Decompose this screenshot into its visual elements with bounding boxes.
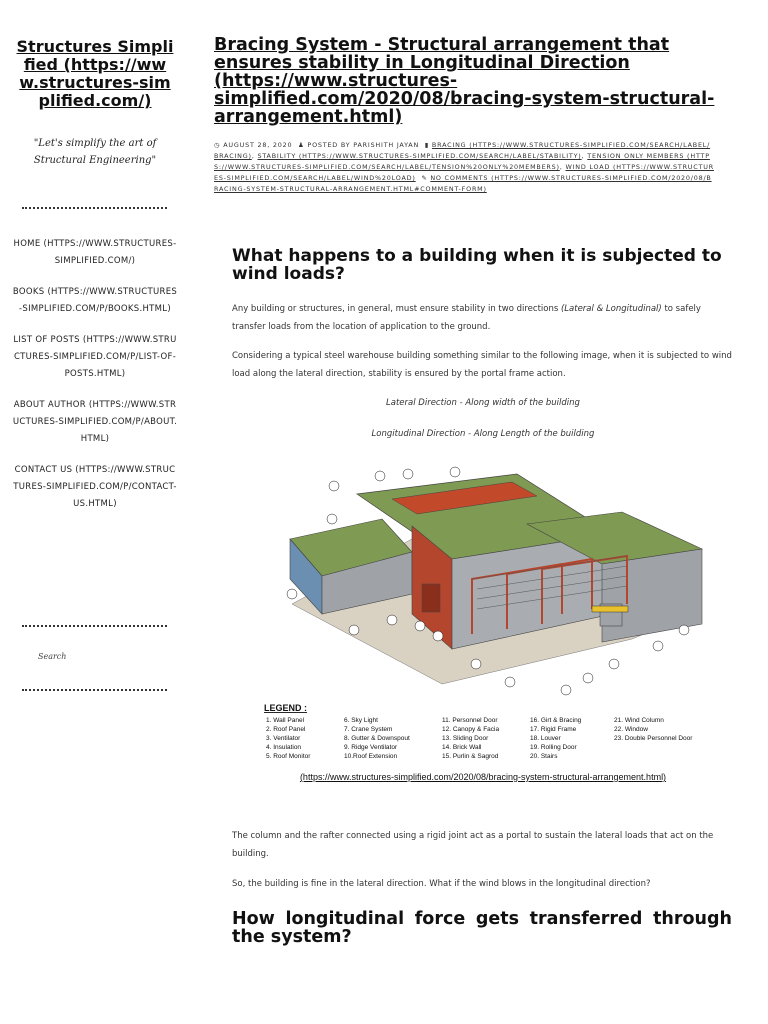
divider [22,625,167,627]
paragraph-emphasis: (Lateral & Longitudinal) [560,304,662,314]
legend-item: 21. Wind Column [614,717,664,724]
section-heading: What happens to a building when it is subjected to wind loads? [232,246,722,284]
sidebar-nav [12,236,178,527]
legend-item: 6. Sky Light [344,717,378,724]
legend-item: 19. Rolling Door [530,744,577,751]
label-stability-link[interactable]: STABILITY (HTTPS://WWW.STRUCTURES-SIMPLIFIED.COM/SEARCH/LABEL/STABILITY) [257,152,582,160]
legend-item: 1. Wall Panel [266,717,305,724]
search-input[interactable]: Search [38,652,67,661]
comment-icon: ✎ [421,174,428,182]
legend-item: 13. Sliding Door [442,735,489,742]
label-tension-only-link[interactable]: TENSION ONLY MEMBERS (HTTPS://WWW.STRUCTURES-SIMPLIFIED.COM/SEARCH/LABEL/TENSION%20ONLY%20MEMBERS) [214,152,710,171]
comments-link[interactable]: NO COMMENTS (HTTPS://WWW.STRUCTURES-SIMPLIFIED.COM/2020/08/BRACING-SYSTEM-STRUCTURAL-ARRANGEMENT.HTML#COMMENT-FORM) [214,174,712,193]
legend-item: 18. Louver [530,735,561,742]
legend-item: 5. Roof Monitor [266,753,311,760]
paragraph: The column and the rafter connected using a rigid joint act as a portal to sustain the lateral loads that act on the building. [232,831,714,859]
legend-item: 11. Personnel Door [442,717,498,724]
legend-item: 3. Ventilator [266,735,301,742]
legend-item: 9. Ridge Ventilator [344,744,398,751]
legend-item: 22. Window [614,726,648,733]
warehouse-diagram [262,464,710,770]
legend-item: 23. Double Personnel Door [614,735,693,742]
nav-about-author[interactable]: ABOUT AUTHOR (HTTPS://WWW.STRUCTURES-SIMPLIFIED.COM/P/ABOUT.HTML) [12,400,178,444]
legend-item: 20. Stairs [530,753,558,760]
site-tagline: "Let's simplify the art of Structural Engineering" [33,138,157,166]
nav-books[interactable]: BOOKS (HTTPS://WWW.STRUCTURES-SIMPLIFIED.COM/P/BOOKS.HTML) [12,287,178,314]
paragraph: Considering a typical steel warehouse building something similar to the following image, when it is subjected to wind load along the lateral direction, stability is ensured by the portal frame action. [232,351,732,379]
clock-icon: ◷ [214,141,221,149]
legend-item: 2. Roof Panel [266,726,306,733]
site-title-link[interactable]: Structures Simplified (https://www.structures-simplified.com/) [16,37,174,110]
paragraph: So, the building is fine in the lateral direction. What if the wind blows in the longitudinal direction? [232,879,651,889]
divider [22,689,167,691]
bookmark-icon: ▮ [424,141,430,149]
legend-item: 10.Roof Extension [344,753,398,760]
sidebar [0,0,190,1024]
post-title-link[interactable]: Bracing System - Structural arrangement that ensures stability in Longitudinal Direction (https://www.structures-simplified.com/2020/08/bracing-system-structural-arrangement.html) [214,35,715,127]
nav-home[interactable]: HOME (HTTPS://WWW.STRUCTURES-SIMPLIFIED.COM/) [13,239,177,266]
post-date: AUGUST 28, 2020 [223,141,293,149]
caption-longitudinal: Longitudinal Direction - Along Length of the building [371,429,595,439]
legend-item: 4. Insulation [266,744,302,751]
caption-lateral: Lateral Direction - Along width of the building [386,398,580,408]
legend-item: 16. Girt & Bracing [530,717,582,724]
paragraph-text: Any building or structures, in general, must ensure stability in two directions [232,304,561,314]
legend-item: 7. Crane System [344,726,393,733]
divider [22,207,167,209]
paragraph [232,300,734,336]
warehouse-illustration [262,464,710,770]
legend-title: LEGEND : [264,703,308,713]
legend-item: 14. Brick Wall [442,744,482,751]
post-meta: ◷ AUGUST 28, 2020 ♟ POSTED BY PARISHITH JAYAN ▮ BRACING (HTTPS://WWW.STRUCTURES-SIMPLIFIED.COM/SEARCH/LABEL/BRACING), STABILITY (HTTPS://WWW.STRUCTURES-SIMPLIFIED.COM/SEARCH/LABEL/STABILITY), TENSION ONLY MEMBERS (HTTPS://WWW.STRUCTURES-SIMPLIFIED.COM/SEARCH/LABEL/TENSION%20ONLY%20MEMBERS), WIND LOAD (HTTPS://WWW.STRUCTURES-SIMPLIFIED.COM/SEARCH/LABEL/WIND%20LOAD) ✎ NO COMMENTS (HTTPS://WWW.STRUCTURES-SIMPLIFIED.COM/2020/08/BRACING-SYSTEM-STRUCTURAL-ARRANGEMENT.HTML#COMMENT-FORM) [214,141,714,193]
paragraph-text: to safely transfer loads from the location of application to the ground. [232,304,701,332]
nav-contact-us[interactable]: CONTACT US (HTTPS://WWW.STRUCTURES-SIMPLIFIED.COM/P/CONTACT-US.HTML) [13,465,177,509]
section-heading: How longitudinal force gets transferred through the system? [232,909,732,947]
legend-item: 8. Gutter & Downspout [344,735,410,742]
legend-item: 15. Purlin & Sagrod [442,753,499,760]
nav-list-of-posts[interactable]: LIST OF POSTS (HTTPS://WWW.STRUCTURES-SIMPLIFIED.COM/P/LIST-OF-POSTS.HTML) [13,335,177,379]
label-bracing-link[interactable]: BRACING (HTTPS://WWW.STRUCTURES-SIMPLIFIED.COM/SEARCH/LABEL/BRACING) [214,141,711,160]
post-author: POSTED BY PARISHITH JAYAN [307,141,420,149]
user-icon: ♟ [298,141,305,149]
legend-item: 12. Canopy & Facia [442,726,500,733]
label-wind-load-link[interactable]: WIND LOAD (HTTPS://WWW.STRUCTURES-SIMPLIFIED.COM/SEARCH/LABEL/WIND%20LOAD) [214,163,714,182]
legend-item: 17. Rigid Frame [530,726,577,733]
figure-source-link[interactable]: (https://www.structures-simplified.com/2020/08/bracing-system-structural-arrangement.html) [299,772,667,782]
